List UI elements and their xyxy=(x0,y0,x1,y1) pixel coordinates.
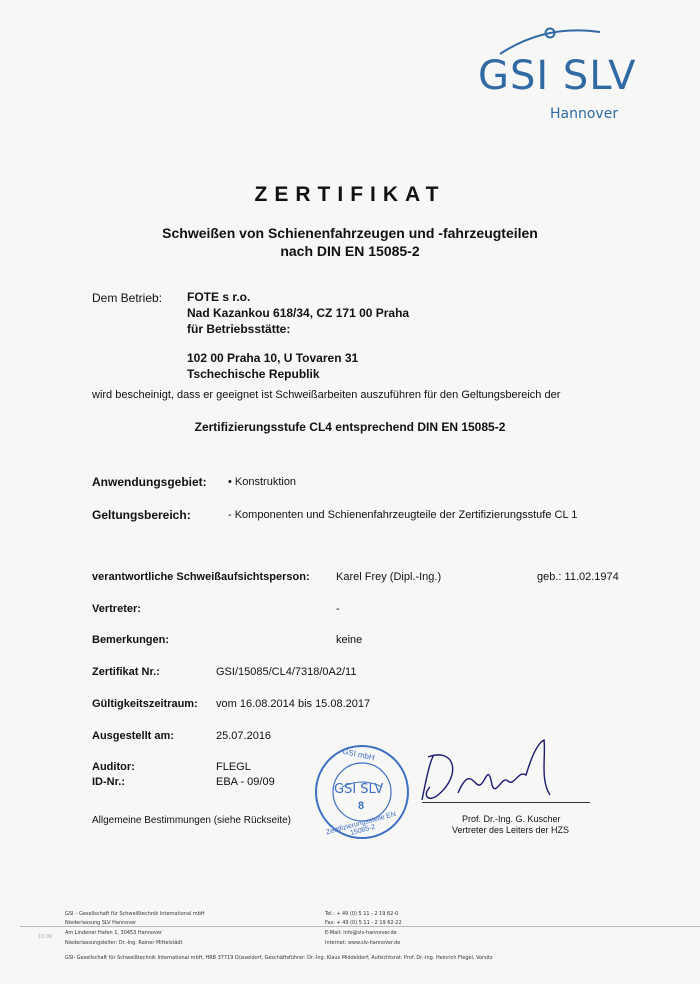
id-value: EBA - 09/09 xyxy=(216,776,275,788)
logo-city: Hannover xyxy=(550,106,619,122)
footer-left-3: Am Lindener Hafen 1, 30453 Hannover xyxy=(65,930,162,936)
certificate-title: ZERTIFIKAT xyxy=(254,183,446,206)
remarks-label: Bemerkungen: xyxy=(92,634,170,646)
stamp-top: GSI mbH xyxy=(341,746,376,763)
signature-name: Prof. Dr.-Ing. G. Kuscher xyxy=(462,814,561,824)
signature-icon xyxy=(400,735,570,810)
certify-text: wird bescheinigt, dass er geeignet ist Schweißarbeiten auszuführen für den Geltungsbereich der xyxy=(92,389,561,401)
footer-divider xyxy=(20,926,700,927)
general-terms: Allgemeine Bestimmungen (siehe Rückseite) xyxy=(92,815,291,826)
certificate-subtitle-2: nach DIN EN 15085-2 xyxy=(280,243,420,259)
site-address-2: Tschechische Republik xyxy=(187,367,320,381)
application-value: • Konstruktion xyxy=(228,476,297,488)
signature-role: Vertreter des Leiters der HZS xyxy=(452,825,570,835)
footer-bottom: GSI- Gesellschaft für Schweißtechnik International mbH, HRB 37719 Düsseldorf, Geschäftsführer: Dr.-Ing. Klaus Middeldorf; Aufsichtsrat: Prof. Dr.-Ing. Heinrich Flegel, Vorsitz xyxy=(65,955,493,961)
official-stamp xyxy=(312,742,412,842)
scope-value: - Komponenten und Schienenfahrzeugteile der Zertifizierungsstufe CL 1 xyxy=(228,509,578,521)
level-heading: Zertifizierungsstufe CL4 entsprechend DIN EN 15085-2 xyxy=(194,420,506,434)
validity-label: Gültigkeitszeitraum: xyxy=(92,698,198,710)
certificate-subtitle-1: Schweißen von Schienenfahrzeugen und -fahrzeugteilen xyxy=(162,225,538,241)
issued-value: 25.07.2016 xyxy=(216,730,272,742)
footer-right-2: Fax: + 49 (0) 5 11 - 2 19 62-22 xyxy=(325,920,402,926)
footer-right-4: Internet: www.slv-hannover.de xyxy=(325,940,401,946)
site-label: für Betriebsstätte: xyxy=(187,322,291,336)
footer-left-4: Niederlassungsleiter: Dr.-Ing. Rainer Mittelstädt xyxy=(65,940,183,946)
cert-no-value: GSI/15085/CL4/7318/0A2/11 xyxy=(216,666,357,678)
supervisor-label: verantwortliche Schweißaufsichtsperson: xyxy=(92,571,310,583)
cert-no-label: Zertifikat Nr.: xyxy=(92,666,160,678)
deputy-label: Vertreter: xyxy=(92,603,141,615)
stamp-number: 8 xyxy=(358,800,365,812)
company-name: FOTE s r.o. xyxy=(187,290,251,304)
deputy-value: - xyxy=(336,603,340,615)
stamp-ring: Zertifizierungsstelle EN 15085-2 xyxy=(325,810,397,838)
footer-left-1: GSI – Gesellschaft für Schweißtechnik International mbH xyxy=(65,911,205,917)
company-address: Nad Kazankou 618/34, CZ 171 00 Praha xyxy=(187,306,410,320)
remarks-value: keine xyxy=(336,634,363,646)
signature-line xyxy=(422,802,590,803)
footer-left-2: Niederlassung SLV Hannover xyxy=(65,920,137,926)
footer-side-mark: 10.09 xyxy=(38,934,53,940)
id-label: ID-Nr.: xyxy=(92,776,125,788)
validity-value: vom 16.08.2014 bis 15.08.2017 xyxy=(216,698,371,710)
auditor-value: FLEGL xyxy=(216,761,251,773)
auditor-label: Auditor: xyxy=(92,761,135,773)
scope-label: Geltungsbereich: xyxy=(92,508,191,522)
application-label: Anwendungsgebiet: xyxy=(92,475,207,489)
supervisor-value: Karel Frey (Dipl.-Ing.) xyxy=(336,571,442,583)
issued-label: Ausgestellt am: xyxy=(92,730,174,742)
company-label: Dem Betrieb: xyxy=(92,291,163,305)
logo-name: GSI SLV xyxy=(478,53,637,99)
stamp-center: GSI SLV xyxy=(334,782,384,797)
footer-right-3: E-Mail: info@slv-hannover.de xyxy=(325,930,397,936)
supervisor-birth: geb.: 11.02.1974 xyxy=(537,571,619,583)
site-address-1: 102 00 Praha 10, U Tovaren 31 xyxy=(187,351,359,365)
footer-right-1: Tel.: + 49 (0) 5 11 - 2 19 62-0 xyxy=(325,911,399,917)
logo xyxy=(470,14,670,122)
